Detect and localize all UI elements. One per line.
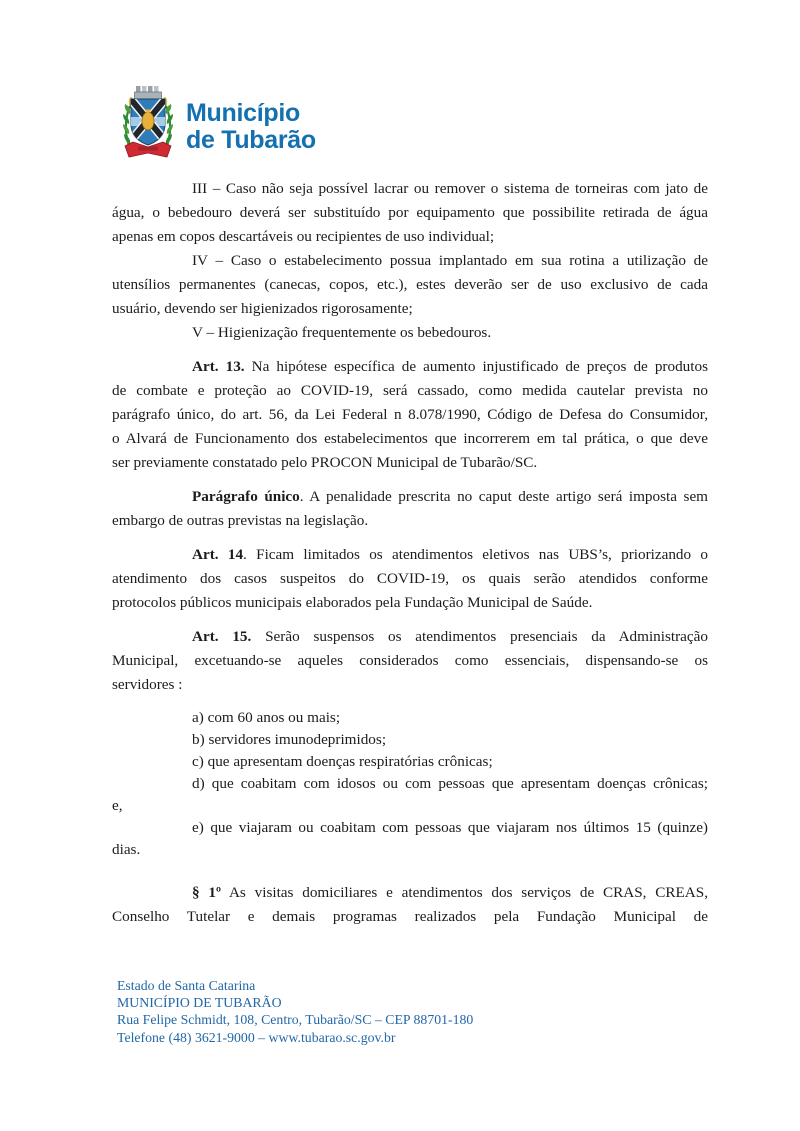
text-line: Municipal, excetuando-se aqueles considerados como essenciais, dispensando-se os	[112, 652, 708, 669]
text-line: Conselho Tutelar e demais programas realizados pela Fundação Municipal de	[112, 908, 708, 925]
clause-iii	[112, 177, 708, 249]
footer-address-line: Rua Felipe Schmidt, 108, Centro, Tubarão/SC – CEP 88701-180	[117, 1012, 474, 1028]
clause-v	[112, 321, 708, 345]
text-line: IV – Caso o estabelecimento possua implantado em sua rotina a utilização de	[192, 252, 708, 269]
clause-iv	[112, 249, 708, 321]
logo-wordmark	[186, 100, 316, 154]
text-line: e) que viajaram ou coabitam com pessoas que viajaram nos últimos 15 (quinze)	[192, 819, 708, 836]
text-line: Parágrafo único. A penalidade prescrita no caput deste artigo será imposta sem	[192, 488, 708, 505]
text-line: ser previamente constatado pelo PROCON Municipal de Tubarão/SC.	[112, 454, 538, 471]
text-line: servidores :	[112, 676, 183, 693]
text-line: água, o bebedouro deverá ser substituído por equipamento que possibilite retirada de água	[112, 204, 708, 221]
text-line: III – Caso não seja possível lacrar ou remover o sistema de torneiras com jato de	[192, 180, 708, 197]
document-body	[112, 177, 708, 939]
wordmark-line-2: de Tubarão	[186, 126, 316, 154]
wordmark-line-1: Município	[186, 99, 300, 127]
text-line: d) que coabitam com idosos ou com pessoas que apresentam doenças crônicas;	[192, 775, 708, 792]
article-14	[112, 543, 708, 615]
text-line: protocolos públicos municipais elaborados pela Fundação Municipal de Saúde.	[112, 594, 593, 611]
text-line: dias.	[112, 841, 141, 858]
municipal-crest-icon	[121, 84, 175, 168]
text-line: o Alvará de Funcionamento dos estabelecimentos que incorrerem em tal prática, o que deve	[112, 430, 708, 447]
text-line: V – Higienização frequentemente os bebedouros.	[192, 324, 492, 341]
text-line: Art. 15. Serão suspensos os atendimentos presenciais da Administração	[192, 628, 708, 645]
text-line: utensílios permanentes (canecas, copos, etc.), estes deverão ser de uso exclusivo de cada	[112, 276, 708, 293]
paragraph-1	[112, 881, 708, 929]
text-line: e,	[112, 797, 123, 814]
text-line: Art. 13. Na hipótese específica de aumento injustificado de preços de produtos	[192, 358, 708, 375]
items-a-to-e	[112, 707, 708, 861]
text-line: parágrafo único, do art. 56, da Lei Federal n 8.078/1990, Código de Defesa do Consumidor,	[112, 406, 708, 423]
article-13	[112, 355, 708, 475]
footer-municipality-line: MUNICÍPIO DE TUBARÃO	[117, 995, 282, 1011]
text-line: Art. 14. Ficam limitados os atendimentos eletivos nas UBS’s, priorizando o	[192, 546, 708, 563]
text-line: b) servidores imunodeprimidos;	[192, 731, 387, 748]
text-line: atendimento dos casos suspeitos do COVID-19, os quais serão atendidos conforme	[112, 570, 708, 587]
footer-state-line: Estado de Santa Catarina	[117, 978, 256, 993]
text-line: apenas em copos descartáveis ou recipientes de uso individual;	[112, 228, 495, 245]
text-line: a) com 60 anos ou mais;	[192, 709, 341, 726]
text-line: usuário, devendo ser higienizados rigorosamente;	[112, 300, 413, 317]
letterhead-footer	[117, 977, 473, 1046]
paragrafo-unico	[112, 485, 708, 533]
text-line: de combate e proteção ao COVID-19, será cassado, como medida cautelar prevista no	[112, 382, 708, 399]
text-line: § 1º As visitas domiciliares e atendimentos dos serviços de CRAS, CREAS,	[192, 884, 708, 901]
crest-crown-icon	[135, 86, 162, 99]
article-15	[112, 625, 708, 697]
footer-phone-website-line: Telefone (48) 3621-9000 – www.tubarao.sc.gov.br	[117, 1029, 396, 1045]
text-line: embargo de outras previstas na legislação.	[112, 512, 369, 529]
text-line: c) que apresentam doenças respiratórias crônicas;	[192, 753, 493, 770]
crest-shield-icon	[129, 97, 167, 145]
